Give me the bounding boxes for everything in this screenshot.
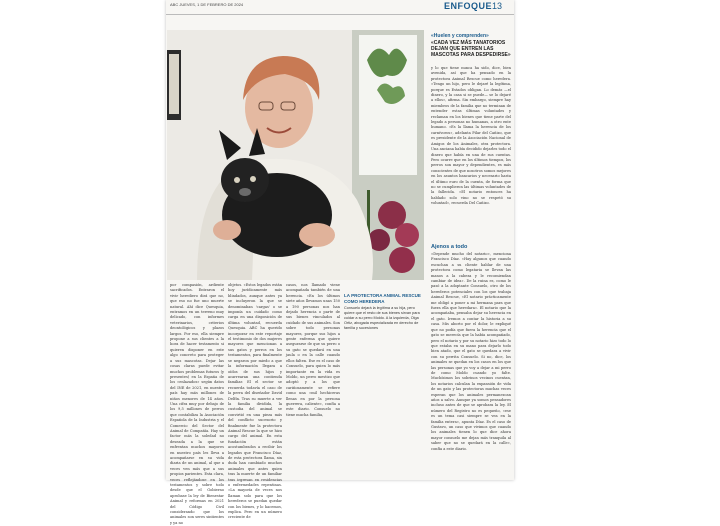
sidebar-column-1 bbox=[431, 66, 511, 242]
newspaper-page bbox=[166, 0, 514, 525]
column-1-text: por compasión, ardiente sacrificados. Entraron el vivir herediero dirá que no, que eso no fue uno muerte natural. Ahí dice Quesquia, entramos en un terreno muy delicado, con informes veterinarios, criterios deontológicos y plazos largos. Por eso, ella siempre propone a sus clientes a la hora de hacer testamento si quieren disponer en este algo concreto para proteger a sus mascotas. Dejar las cosas claras puede evitar muchos problemas futuros (y presentes) en la España de los «enlazados» según datos del INE de 2021, en nuestro país hay más millones de niños menores de 14 años. Una cifra muy por debajo de los 9,5 millones de perros que contabiliza la Asociación Española de la Industria y el Comercio del Sector del Animal de Compañía. Hay un factor más la soledad no deseada a la que se enfrentan muchos mayores en nuestro país les lleva a acompañarse en su vida diaria de un animal, al que a veces ven más que a sus propios parientes. Esta clara, veces reflejándose en los testamentos y sobre todo desde que el Gobierno aprobase la ley de Bienestar Animal y reformas en 2021 del Código Civil considerando que los animales son seres sintientes y ya no bbox=[170, 283, 224, 525]
caption-body: Consuelo dejará la legítima a su hija, pero quiere que el resto de sus bienes sirvan para cuidar a su perro Moldo. A la izquierda, Olga Ortiz, abogada especializada en derecho de familia y sucesiones bbox=[344, 306, 420, 330]
sidebar-column-1-text: y lo que tiene nunca ha sido, dice, bien avenida, así que ha pensado en la protectora Animal Rescue como heredera. «Tengo un hijo, pero le dejaré la legítima, porque es Estados obligan. Lo demás —el dinero, y la casa si se puede— se lo dejaré a ellos», afirma. Sin embargo, siempre hay miembros de la familia que no terminan de entender estas últimas voluntades y reclaman en los bienes que tiene parte del legado a personas no humanas, a otro ente humano. «Es la llama la herencia de los carnívoros», adelanta Pilar del Cañizo, que es presidente de la Asociación Nacional de Amigos de los Animales, otra protectora. Una anciana había decidido dejarles todo el dinero que había en una de sus cuentas. Pero ocurre que en los últimos tiempos, los perros son mayor y dependientes, es más conscientes de que nosotros somos mejores en los asuntos bancarios y necesario hasta el último euro de la cuenta, de forma que no se cumplieron las últimas voluntades de la fallecida. «El notario entonces ha hablado solo vino no se respetó su voluntad», recuerda Del Cañizo. bbox=[431, 66, 511, 206]
header-rule bbox=[166, 14, 514, 15]
article-column-3 bbox=[286, 283, 340, 478]
caption-title: LA PROTECTORA ANIMAL RESCUE COMO HEREDERA bbox=[344, 293, 421, 304]
photo-illustration bbox=[167, 30, 424, 280]
column-3-text: casos, nos llamado viene acompañada también de una herencia. «En los últimos siete años llevamos unas 150 a 190 personas nos han dejado herencia o parte de sus bienes vinculados al cuidado de sus animales. Son sobre todo personas mayores, porque sus hijos a gente enferma que quiere asegurarse de que su perro o su gato se quedará en una jaula o en la calle cuando ellos falten. Ese es el caso de Consuelo, para quien lo más importante en la vida es Moldo, un perro mestizo que adoptó y a los que cariñosamente se refiere como una «mil hechiceras llenas en por la persona guerrera, caliente», confía a este diario. Consuelo no tiene mucha familia, bbox=[286, 283, 340, 417]
sidebar-headline: «CADA VEZ MÁS TANATORIOS DEJAN QUE ENTREN LAS MASCOTAS PARA DESPEDIRSE» bbox=[431, 40, 511, 58]
section-title: ENFOQUE bbox=[443, 1, 492, 11]
article-column-2 bbox=[228, 283, 282, 520]
sidebar-subhead: Ajenos a todo bbox=[431, 244, 468, 250]
column-2-text: objetos. «Estos legados están hoy jurídicamente más blindados, aunque antes ya se incluyeron la que se denominaban 'cargas' o se imponía un cuidado como carga en una disposición de última voluntad, recuerda Quesquia. ABC ha querido incorporar en este reportaje el testimonio de dos mujeres mayores que mencionan a sus gatos y perros en los testamentos, para finalmente se negaron por miedo a que la información llegara a oídos de sus hijos y acarrearan una contienda familiar. El el sector se recuerda todavía el caso de la perra del diseñador David Delfín. Tras su muerte a ver la familia dividida, la custodia del animal se convirtió en una pieza más del conflicto sucesorio y finalmente fue la protectora Animal Rescue la que se hizo cargo del animal. En esta fundación están acostumbrados a recibir los legados que Francisco Díaz, de esta protectora llama, sin duda han cambiado muchos animales que antes quien tras la muerte de un familiar tras irgresan en residencias o enfermedades repentinas. «La mayoría de veces nos llaman solo para que los herederos se puedan quedar con los bienes, y lo hacemos, explica. Pero en un número creciente de bbox=[228, 283, 282, 520]
article-photo bbox=[167, 30, 424, 280]
sidebar-column-2 bbox=[431, 252, 511, 478]
sidebar-column-2-text: «Depende mucho del notario», menciona Francisco Díaz. «Hay algunos que cuando escuchan a su cliente hablar de una protectora como legataria se llevan las manos a la cabeza y le recomiendan cambiar de idea». De la ruina es, como le pasó a la adoptante Consuelo, otro de los herederos potenciales con los que trabaja Animal Rescue, «El notario prácticamente me obligó a poner a mi hermana para que fuera ella que heredara». El notario que la acompañaba, pensaba dejar su herencia en el gato. Iremos a contar la historia a su casa. Mis aborto por el dolor, le expliqué que no podía que fuera la herencia que el gato se merecía que la había acompañado, pero el notario y por su notario hizo todo lo que estaba en su mano para dejarlo todo bien atado, que el gato se quedara a vivir con su perrita Consuelo. Si no, dice, los animales se quedan en los casos en los que las personas que yo voy a dejar a mi perro de como Moldo cuando yo falte. Muchísimos los sobrinos vecinos cuentan, los notarios calculan la expansión de vida de un gato y las protectoras muchas veces esperan que los animales permanezcan años a salvo. Aunque ya somos pensadores incluso antes de que se aprobara la ley. El número del Registro no es pequeño, «ese es un tema casi siempre se vea en la familia entera», apunta Díaz. Es el caso de Gustavo, un caso que vivimos que cuando los animales tienen lo que dice ahora mayor consuelo me dejan más tranquila al saber que no se quedará en la calle», confía a este diario. bbox=[431, 252, 511, 451]
page-number: 13 bbox=[491, 1, 502, 11]
sidebar-kicker: «Huelen y comprenden» bbox=[431, 33, 489, 39]
page-header-date: ABC JUEVES, 1 DE FEBRERO DE 2024 bbox=[170, 2, 244, 7]
article-column-1 bbox=[170, 283, 224, 525]
